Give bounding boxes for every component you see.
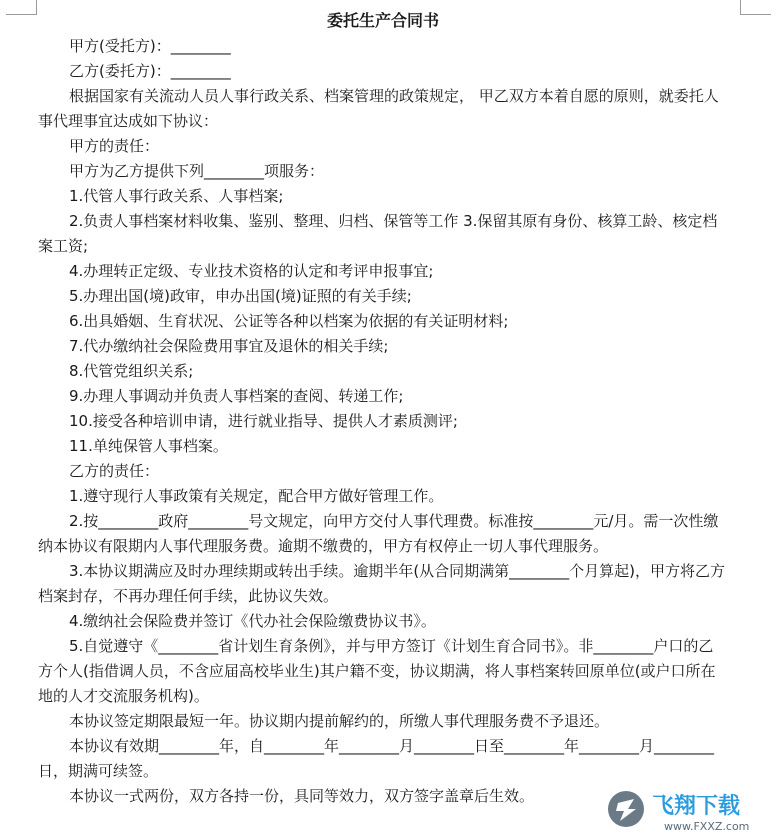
paragraph: 本协议一式两份，双方各持一份，具同等效力，双方签字盖章后生效。 bbox=[69, 787, 535, 805]
paragraph: 10.接受各种培训申请，进行就业指导、提供人才素质测评; bbox=[69, 412, 458, 430]
paragraph: 11.单纯保管人事档案。 bbox=[69, 437, 228, 455]
paragraph: 2.按________政府________号文规定，向甲方交付人事代理费。标准按________元/月。需一次性缴纳本协议有限期内人事代理服务费。逾期不缴费的，甲方有权停止一切人事代理服务。 bbox=[38, 512, 719, 555]
paragraph: 1.遵守现行人事政策有关规定，配合甲方做好管理工作。 bbox=[69, 487, 444, 505]
paragraph: 8.代管党组织关系; bbox=[69, 362, 194, 380]
paragraph: 乙方(委托方)：________ bbox=[69, 62, 231, 80]
paragraph: 3.本协议期满应及时办理续期或转出手续。逾期半年(从合同期满第________个月算起)，甲方将乙方档案封存，不再办理任何手续，此协议失效。 bbox=[38, 562, 726, 605]
page-corner-mark bbox=[740, 0, 771, 15]
paragraph: 4.缴纳社会保险费并签订《代办社会保险缴费协议书》。 bbox=[69, 612, 436, 630]
watermark-brand: 飞翔下载 bbox=[652, 794, 741, 819]
paragraph: 4.办理转正定级、专业技术资格的认定和考评申报事宜; bbox=[69, 262, 434, 280]
paragraph-list bbox=[38, 34, 728, 809]
paragraph: 5.办理出国(境)政审，申办出国(境)证照的有关手续; bbox=[69, 287, 412, 305]
site-watermark bbox=[604, 783, 769, 835]
paragraph: 本协议有效期________年，自________年________月________日至________年________月________日，期满可续签。 bbox=[38, 737, 715, 780]
paragraph: 乙方的责任： bbox=[69, 462, 160, 480]
watermark-url: www.FXXZ.com bbox=[664, 820, 750, 833]
paragraph: 甲方的责任： bbox=[69, 137, 160, 155]
document-title: 委托生产合同书 bbox=[326, 11, 439, 30]
paragraph: 6.出具婚姻、生育状况、公证等各种以档案为依据的有关证明材料; bbox=[69, 312, 509, 330]
paragraph: 甲方(受托方)：________ bbox=[69, 37, 231, 55]
paragraph: 9.办理人事调动并负责人事档案的查阅、转递工作; bbox=[69, 387, 404, 405]
paragraph: 2.负责人事档案材料收集、鉴别、整理、归档、保管等工作 3.保留其原有身份、核算工龄、核定档案工资; bbox=[38, 212, 718, 255]
paragraph: 本协议签定期限最短一年。协议期内提前解约的，所缴人事代理服务费不予退还。 bbox=[69, 712, 610, 730]
document-body[interactable] bbox=[38, 8, 728, 809]
paragraph: 7.代办缴纳社会保险费用事宜及退休的相关手续; bbox=[69, 337, 389, 355]
paragraph: 根据国家有关流动人员人事行政关系、档案管理的政策规定， 甲乙双方本着自愿的原则，就委托人事代理事宜达成如下协议： bbox=[38, 87, 719, 130]
paragraph: 甲方为乙方提供下列________项服务： bbox=[69, 162, 325, 180]
page-corner-mark bbox=[6, 0, 37, 15]
paragraph: 1.代管人事行政关系、人事档案; bbox=[69, 187, 284, 205]
paragraph: 5.自觉遵守《________省计划生育条例》，并与甲方签订《计划生育合同书》。非________户口的乙方个人(指借调人员，不含应届高校毕业生)其户籍不变，协议期满，将人事档案转回原单位(或户口所在地的人才交流服务机构)。 bbox=[38, 637, 716, 705]
watermark-logo bbox=[608, 791, 644, 827]
